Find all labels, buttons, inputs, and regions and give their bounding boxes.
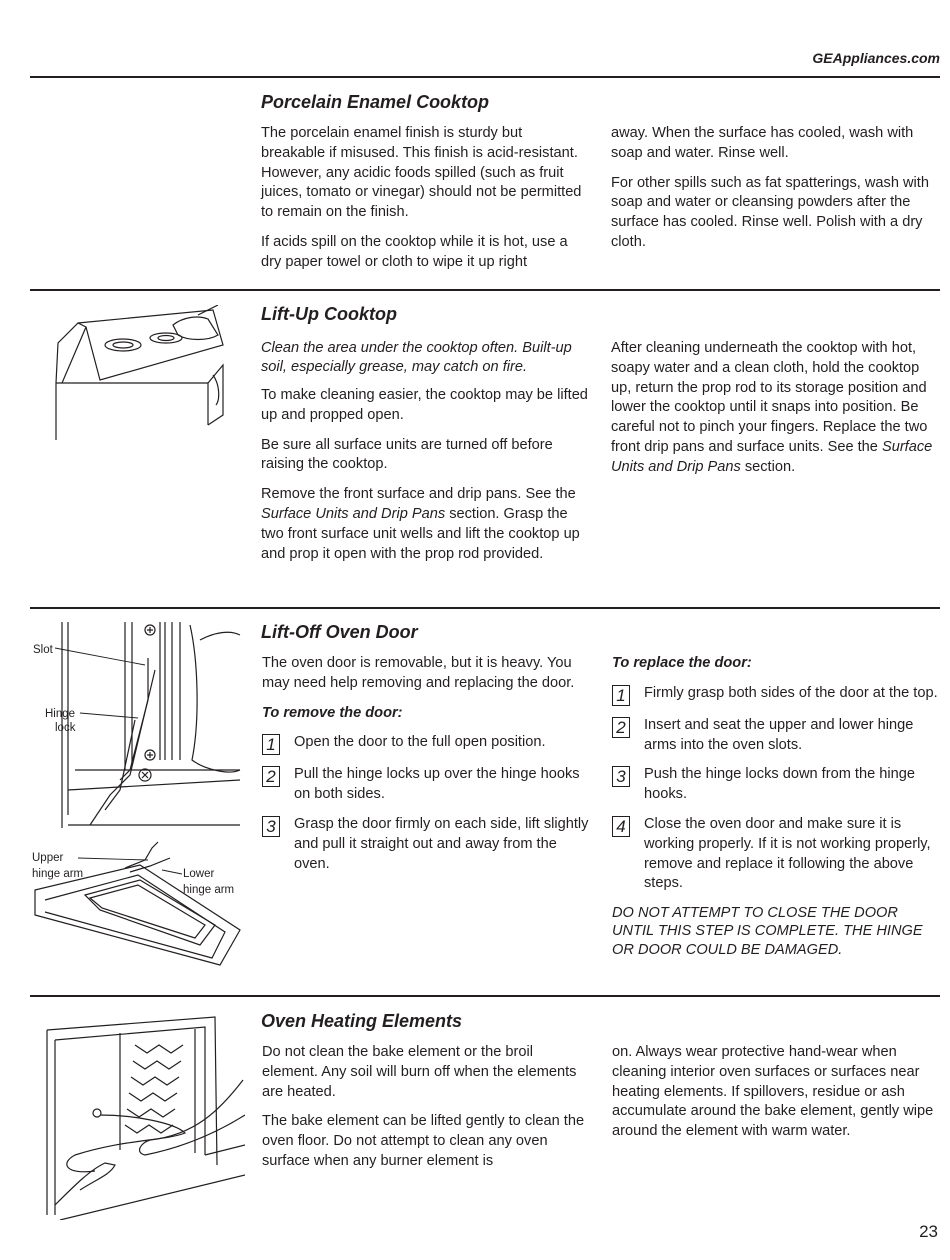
step-text: Insert and seat the upper and lower hinge arms into the oven slots. — [644, 716, 914, 753]
paragraph: The bake element can be lifted gently to clean the oven floor. Do not attempt to clean any oven surface when any burner element is — [262, 1113, 585, 1169]
lift-up-cooktop-illustration — [48, 305, 248, 445]
remove-step — [262, 733, 592, 755]
replace-step — [612, 716, 940, 756]
replace-step — [612, 815, 940, 894]
label-hinge-lock: lock — [55, 722, 76, 734]
cross-reference: Surface Units and Drip Pans — [611, 438, 933, 475]
porcelain-right-column — [611, 124, 941, 263]
paragraph: The porcelain enamel finish is sturdy but breakable if misused. This finish is acid-resistant. However, any acidic foods spilled (such as fruit juices, tomato or vinegar) should not be permitted to remain on the finish. — [261, 125, 582, 221]
remove-door-heading: To remove the door: — [262, 704, 403, 721]
paragraph: Be sure all surface units are turned off before raising the cooktop. — [261, 436, 553, 473]
step-number: 3 — [612, 766, 630, 787]
section-title-oven-door: Lift-Off Oven Door — [261, 622, 418, 642]
remove-step — [262, 765, 592, 805]
label-upper-hinge-arm: hinge arm — [32, 868, 84, 880]
lift-up-left-column — [261, 339, 591, 574]
paragraph: Remove the front surface and drip pans. See the Surface Units and Drip Pans section. Grasp the two front surface unit wells and lift the cooktop up and prop it open with the prop rod provided. — [261, 486, 580, 562]
warning-paragraph: Clean the area under the cooktop often. Built-up soil, especially grease, may catch on fire. — [261, 340, 572, 375]
replace-door-heading: To replace the door: — [612, 655, 752, 671]
replace-step — [612, 684, 940, 706]
remove-step — [262, 815, 592, 874]
paragraph: To make cleaning easier, the cooktop may be lifted up and propped open. — [261, 387, 588, 423]
section-divider — [30, 76, 940, 78]
website-url: GEAppliances.com — [812, 50, 940, 66]
step-text: Firmly grasp both sides of the door at the top. — [644, 684, 938, 701]
heating-right-column — [612, 1043, 944, 1152]
step-text: Close the oven door and make sure it is working properly. If it is not working properly, remove and replace it following the above steps. — [644, 815, 931, 892]
paragraph: Do not clean the bake element or the broil element. Any soil will burn off when the elements are heated. — [262, 1044, 577, 1100]
step-text: Grasp the door firmly on each side, lift slightly and pull it straight out and away from the oven. — [294, 815, 589, 872]
section-divider — [30, 289, 940, 291]
oven-heating-element-illustration — [45, 1015, 245, 1220]
step-number: 2 — [612, 717, 630, 738]
section-divider — [30, 607, 940, 609]
label-hinge-lock: Hinge — [45, 708, 76, 720]
label-lower-hinge-arm: hinge arm — [183, 884, 235, 896]
section-divider — [30, 995, 940, 997]
label-slot: Slot — [33, 644, 53, 656]
heating-left-column — [262, 1043, 587, 1182]
paragraph: If acids spill on the cooktop while it is hot, use a dry paper towel or cloth to wipe it up right — [261, 233, 568, 270]
paragraph: The oven door is removable, but it is heavy. You may need help removing and replacing the door. — [262, 655, 575, 691]
paragraph: For other spills such as fat spatterings, wash with soap and water or cleansing powders after the surface has cooled. Rinse well. Polish with a dry cloth. — [611, 174, 929, 250]
step-text: Open the door to the full open position. — [294, 734, 546, 751]
cross-reference: Surface Units and Drip Pans — [261, 505, 446, 522]
paragraph: away. When the surface has cooled, wash with soap and water. Rinse well. — [611, 125, 914, 161]
paragraph: After cleaning underneath the cooktop with hot, soapy water and a clean cloth, hold the cooktop up, return the prop rod to its storage position and lower the cooktop until it snaps into position. Be careful not to pinch your fingers. Replace the two front drip pans and surface units. See the Surface Units and Drip Pans section. — [611, 340, 933, 475]
step-text: Pull the hinge locks up over the hinge hooks on both sides. — [294, 766, 580, 803]
label-upper-hinge-arm: Upper — [32, 852, 64, 864]
porcelain-left-column — [261, 124, 586, 283]
section-title-porcelain: Porcelain Enamel Cooktop — [261, 92, 490, 112]
step-number: 3 — [262, 816, 280, 837]
paragraph: on. Always wear protective hand-wear when cleaning interior oven surfaces or surfaces near heating elements. If spillovers, residue or ash accumulate around the bake element, gently wipe around the element with warm water. — [612, 1044, 934, 1140]
step-number: 1 — [262, 734, 280, 755]
label-lower-hinge-arm: Lower — [183, 868, 215, 880]
oven-door-right-column — [612, 654, 940, 969]
oven-door-left-column — [262, 654, 592, 884]
page-number: 23 — [919, 1222, 938, 1241]
step-number: 4 — [612, 816, 630, 837]
step-number: 1 — [612, 685, 630, 706]
door-warning: DO NOT ATTEMPT TO CLOSE THE DOOR UNTIL THIS STEP IS COMPLETE. THE HINGE OR DOOR COULD BE DAMAGED. — [612, 905, 923, 958]
step-text: Push the hinge locks down from the hinge hooks. — [644, 766, 915, 803]
step-number: 2 — [262, 766, 280, 787]
oven-door-hinge-illustration — [30, 620, 245, 970]
replace-step — [612, 765, 940, 805]
section-title-lift-up: Lift-Up Cooktop — [261, 304, 397, 324]
section-title-heating-elements: Oven Heating Elements — [261, 1011, 463, 1031]
lift-up-right-column — [611, 339, 941, 488]
